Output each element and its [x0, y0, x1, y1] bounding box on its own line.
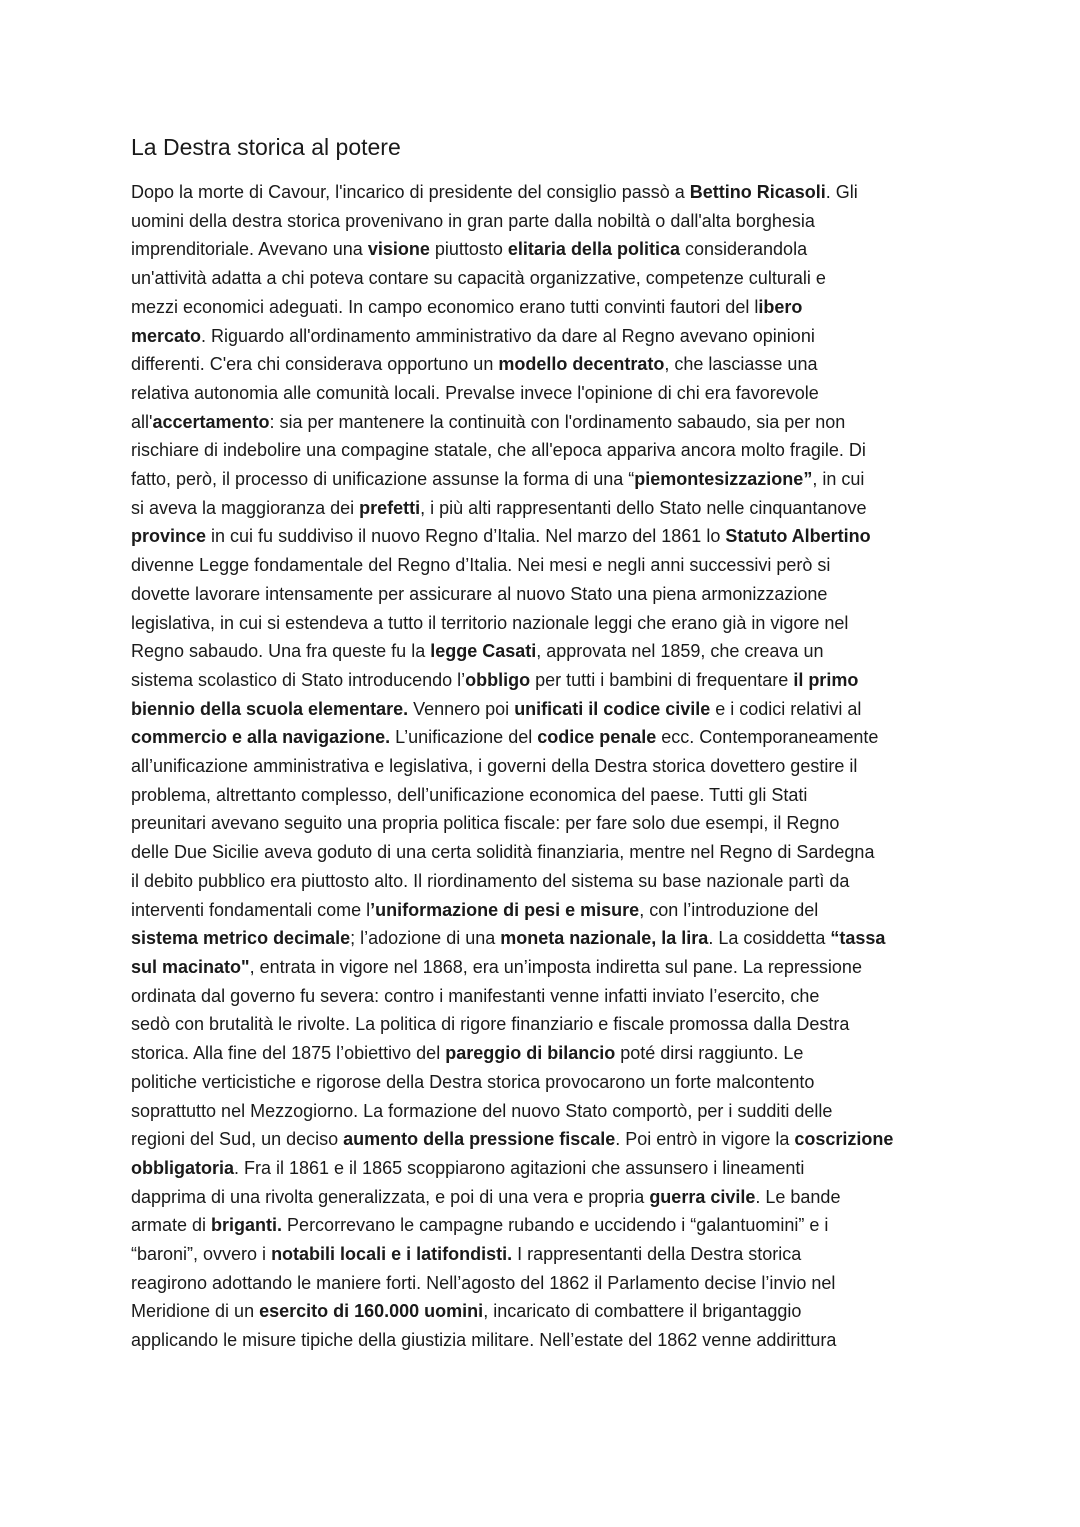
- text-line: [131, 1010, 961, 1039]
- text-run: soprattutto nel Mezzogiorno. La formazione del nuovo Stato comportò, per i sudditi delle: [131, 1100, 833, 1121]
- bold-term: visione: [367, 239, 430, 260]
- text-run: reagirono adottando le maniere forti. Nell’agosto del 1862 il Parlamento decise l’invio nel: [131, 1272, 836, 1293]
- bold-term: accertamento: [152, 411, 270, 432]
- text-line: [131, 809, 961, 838]
- text-run: , entrata in vigore nel 1868, era un’imposta indiretta sul pane. La repressione: [249, 956, 862, 977]
- bold-term: esercito di 160.000 uomini: [259, 1301, 484, 1322]
- text-line: [131, 235, 961, 264]
- text-run: si aveva la maggioranza dei: [131, 497, 360, 518]
- text-run: dovette lavorare intensamente per assicurare al nuovo Stato una piena armonizzazione: [131, 583, 828, 604]
- text-run: considerandola: [679, 239, 808, 260]
- text-run: sedò con brutalità le rivolte. La politica di rigore finanziario e fiscale promossa dalla Destra: [131, 1014, 850, 1035]
- text-run: “baroni”, ovvero i: [131, 1244, 272, 1265]
- text-line: [131, 666, 961, 695]
- text-run: , che lasciasse una: [664, 354, 818, 375]
- text-run: I rappresentanti della Destra storica: [512, 1244, 802, 1265]
- text-line: [131, 1154, 961, 1183]
- text-run: , approvata nel 1859, che creava un: [536, 641, 824, 662]
- text-line: [131, 867, 961, 896]
- text-line: [131, 436, 961, 465]
- text-line: [131, 1068, 961, 1097]
- bold-term: prefetti: [359, 497, 421, 518]
- bold-term: ’uniformazione di pesi e misure: [370, 899, 640, 920]
- text-line: [131, 350, 961, 379]
- bold-term: elitaria della politica: [507, 239, 680, 260]
- bold-term: piemontesizzazione”: [634, 469, 813, 490]
- text-run: Regno sabaudo. Una fra queste fu la: [131, 641, 431, 662]
- bold-term: guerra civile: [649, 1186, 756, 1207]
- bold-term: moneta nazionale, la lira: [500, 928, 709, 949]
- text-line: [131, 1240, 961, 1269]
- text-line: [131, 896, 961, 925]
- bold-term: il primo: [793, 669, 859, 690]
- text-run: , i più alti rappresentanti dello Stato nelle cinquantanove: [420, 497, 867, 518]
- text-line: [131, 1183, 961, 1212]
- text-run: sistema scolastico di Stato introducendo l’: [131, 669, 466, 690]
- text-run: . Le bande: [755, 1186, 841, 1207]
- text-line: [131, 264, 961, 293]
- text-run: mezzi economici adeguati. In campo economico erano tutti convinti fautori del l: [131, 296, 759, 317]
- text-run: per tutti i bambini di frequentare: [530, 669, 794, 690]
- text-run: delle Due Sicilie aveva goduto di una certa solidità finanziaria, mentre nel Regno di Sardegna: [131, 842, 875, 863]
- bold-term: notabili locali e i latifondisti.: [271, 1244, 513, 1265]
- text-line: [131, 1326, 961, 1355]
- text-run: Percorrevano le campagne rubando e uccidendo i “galantuomini” e i: [282, 1215, 829, 1236]
- text-run: rischiare di indebolire una compagine statale, che all'epoca appariva ancora molto fragile. Di: [131, 440, 866, 461]
- text-run: dapprima di una rivolta generalizzata, e poi di una vera e propria: [131, 1186, 650, 1207]
- text-line: [131, 1211, 961, 1240]
- bold-term: obbligo: [465, 669, 531, 690]
- text-run: all': [131, 411, 153, 432]
- text-run: , in cui: [812, 469, 865, 490]
- bold-term: ibero: [758, 296, 803, 317]
- text-line: [131, 551, 961, 580]
- text-run: poté dirsi raggiunto. Le: [615, 1043, 804, 1064]
- bold-term: pareggio di bilancio: [445, 1043, 616, 1064]
- text-line: [131, 953, 961, 982]
- text-run: fatto, però, il processo di unificazione assunse la forma di una “: [131, 469, 635, 490]
- text-run: relativa autonomia alle comunità locali. Prevalse invece l'opinione di chi era favorevole: [131, 382, 819, 403]
- text-run: un'attività adatta a chi poteva contare su capacità organizzative, competenze culturali e: [131, 268, 826, 289]
- bold-term: sistema metrico decimale: [131, 928, 351, 949]
- bold-term: briganti.: [211, 1215, 283, 1236]
- text-run: differenti. C'era chi considerava opportuno un: [131, 354, 499, 375]
- body-paragraph: [131, 178, 961, 1355]
- text-run: applicando le misure tipiche della giustizia militare. Nell’estate del 1862 venne addirittura: [131, 1330, 837, 1351]
- text-run: . Poi entrò in vigore la: [615, 1129, 795, 1150]
- text-line: [131, 522, 961, 551]
- text-run: . Fra il 1861 e il 1865 scoppiarono agitazioni che assunsero i lineamenti: [234, 1157, 805, 1178]
- bold-term: coscrizione: [794, 1129, 894, 1150]
- text-run: L’unificazione del: [390, 727, 538, 748]
- text-run: . La cosiddetta: [708, 928, 831, 949]
- text-line: [131, 752, 961, 781]
- text-line: [131, 838, 961, 867]
- text-line: [131, 723, 961, 752]
- text-run: regioni del Sud, un deciso: [131, 1129, 344, 1150]
- text-line: [131, 1039, 961, 1068]
- text-run: . Gli: [825, 182, 858, 202]
- text-line: [131, 1125, 961, 1154]
- bold-term: modello decentrato: [498, 354, 665, 375]
- bold-term: mercato: [131, 325, 202, 346]
- text-run: ordinata dal governo fu severa: contro i manifestanti venne infatti inviato l’esercito, che: [131, 985, 820, 1006]
- text-run: preunitari avevano seguito una propria politica fiscale: per fare solo due esempi, il Regno: [131, 813, 840, 834]
- text-line: [131, 408, 961, 437]
- text-line: [131, 982, 961, 1011]
- text-line: [131, 580, 961, 609]
- bold-term: commercio e alla navigazione.: [131, 727, 391, 748]
- text-line: [131, 1097, 961, 1126]
- text-run: divenne Legge fondamentale del Regno d’Italia. Nei mesi e negli anni successivi però si: [131, 555, 831, 576]
- text-line: [131, 1269, 961, 1298]
- text-run: , incaricato di combattere il brigantaggio: [483, 1301, 802, 1322]
- bold-term: unificati il codice civile: [514, 698, 711, 719]
- bold-term: province: [131, 526, 207, 547]
- bold-term: biennio della scuola elementare.: [131, 698, 409, 719]
- text-run: all’unificazione amministrativa e legislativa, i governi della Destra storica dovettero gestire il: [131, 756, 858, 777]
- text-line: [131, 293, 961, 322]
- text-run: legislativa, in cui si estendeva a tutto il territorio nazionale leggi che erano già in vigore nel: [131, 612, 849, 633]
- bold-term: aumento della pressione fiscale: [343, 1129, 616, 1150]
- text-run: imprenditoriale. Avevano una: [131, 239, 368, 260]
- bold-term: Statuto Albertino: [725, 526, 871, 547]
- text-line: [131, 609, 961, 638]
- text-line: [131, 207, 961, 236]
- text-run: e i codici relativi al: [710, 698, 862, 719]
- text-line: [131, 178, 961, 207]
- text-run: problema, altrettanto complesso, dell’unificazione economica del paese. Tutti gli Stati: [131, 784, 808, 805]
- page-title: La Destra storica al potere: [131, 134, 401, 160]
- text-line: [131, 322, 961, 351]
- bold-term: Bettino Ricasoli: [689, 182, 826, 202]
- text-line: [131, 1297, 961, 1326]
- text-run: politiche verticistiche e rigorose della Destra storica provocarono un forte malcontento: [131, 1071, 815, 1092]
- text-run: uomini della destra storica provenivano in gran parte dalla nobiltà o dall'alta borghesia: [131, 210, 815, 231]
- text-run: in cui fu suddiviso il nuovo Regno d’Italia. Nel marzo del 1861 lo: [206, 526, 726, 547]
- text-run: Vennero poi: [408, 698, 515, 719]
- text-line: [131, 695, 961, 724]
- text-run: ecc. Contemporaneamente: [656, 727, 879, 748]
- text-run: piuttosto: [429, 239, 508, 260]
- text-run: : sia per mantenere la continuità con l'ordinamento sabaudo, sia per non: [269, 411, 846, 432]
- text-line: [131, 494, 961, 523]
- bold-term: sul macinato": [131, 956, 250, 977]
- text-line: [131, 379, 961, 408]
- text-line: [131, 637, 961, 666]
- text-run: interventi fondamentali come l: [131, 899, 371, 920]
- text-run: , con l’introduzione del: [639, 899, 819, 920]
- text-run: il debito pubblico era piuttosto alto. Il riordinamento del sistema su base nazionale partì da: [131, 870, 850, 891]
- text-run: armate di: [131, 1215, 212, 1236]
- bold-term: codice penale: [537, 727, 657, 748]
- text-run: . Riguardo all'ordinamento amministrativo da dare al Regno avevano opinioni: [201, 325, 815, 346]
- bold-term: “tassa: [830, 928, 886, 949]
- text-line: [131, 781, 961, 810]
- text-run: Dopo la morte di Cavour, l'incarico di presidente del consiglio passò a: [131, 182, 690, 202]
- text-run: Meridione di un: [131, 1301, 260, 1322]
- text-run: ; l’adozione di una: [350, 928, 501, 949]
- bold-term: legge Casati: [430, 641, 537, 662]
- text-line: [131, 924, 961, 953]
- text-run: storica. Alla fine del 1875 l’obiettivo del: [131, 1043, 446, 1064]
- bold-term: obbligatoria: [131, 1157, 234, 1178]
- text-line: [131, 465, 961, 494]
